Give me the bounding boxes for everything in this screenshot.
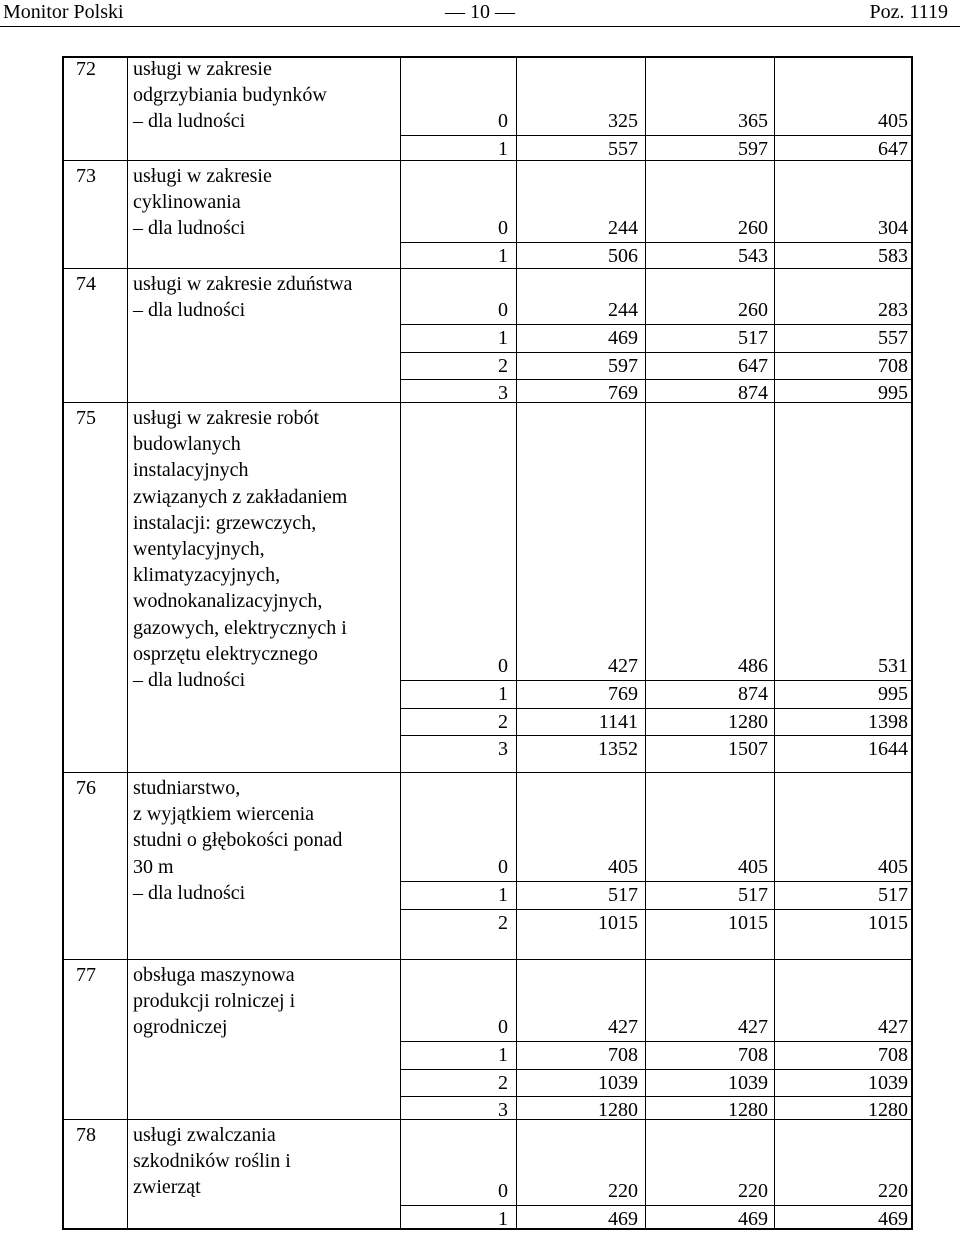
group-cell: 0 [498,299,508,321]
group-cell: 3 [498,738,508,761]
rate-value-cell: 427 [738,1016,768,1038]
header-rule [0,26,960,27]
group-cell: 2 [498,354,508,377]
rate-value-cell: 583 [878,245,908,268]
column-rule-number [127,56,128,1230]
rate-value-cell: 1352 [598,738,638,761]
rate-subrow [401,242,912,269]
rate-value-cell: 405 [878,110,908,132]
rate-value-cell: 469 [608,1208,638,1231]
rate-value-cell: 517 [608,884,638,907]
item-number: 73 [76,165,96,187]
rate-value-cell: 1644 [868,738,908,761]
rate-subrow [401,680,912,707]
rate-value-cell: 1039 [598,1071,638,1094]
rate-value-cell: 220 [738,1180,768,1202]
row-separator [63,402,912,403]
row-separator [63,959,912,960]
rate-value-cell: 1280 [868,1099,908,1122]
rate-value-cell: 769 [608,382,638,405]
group-cell: 2 [498,911,508,934]
group-cell: 1 [498,138,508,161]
rate-subrow [401,1205,912,1232]
rate-value-cell: 1141 [598,710,638,733]
page-header [0,0,960,26]
group-cell: 0 [498,1180,508,1202]
group-cell: 3 [498,1099,508,1122]
rate-value-cell: 874 [738,683,768,706]
item-number: 77 [76,964,96,986]
rate-value-cell: 244 [608,299,638,321]
column-rule-group [516,56,517,1230]
rate-value-cell: 708 [608,1044,638,1067]
rate-value-cell: 427 [608,1016,638,1038]
rate-value-cell: 220 [608,1180,638,1202]
rate-value-cell: 995 [878,382,908,405]
rate-value-cell: 531 [878,655,908,677]
rate-value-cell: 1039 [728,1071,768,1094]
rate-subrow [401,324,912,351]
rate-value-cell: 1280 [728,710,768,733]
item-description: usługi w zakresie robót budowlanych instalacyjnych związanych z zakładaniem instalacji: grzewczych, wentylacyjnych, klimatyzacyjnych, wodnokanalizacyjnych, gazowych, elektrycznych i osprzętu elektrycznego – dla ludności [133,407,348,692]
row-separator [63,1119,912,1120]
group-cell: 3 [498,382,508,405]
rate-value-cell: 874 [738,382,768,405]
rate-value-cell: 708 [878,354,908,377]
item-description: usługi w zakresie cyklinowania – dla ludności [133,165,272,240]
rate-value-cell: 517 [738,884,768,907]
rate-subrow [401,909,912,936]
rate-value-cell: 405 [738,856,768,878]
rate-value-cell: 469 [878,1208,908,1231]
group-cell: 0 [498,110,508,132]
item-description: usługi zwalczania szkodników roślin i zwierząt [133,1124,291,1199]
rate-value-cell: 405 [878,856,908,878]
rate-value-cell: 506 [608,245,638,268]
rate-subrow [401,1178,912,1205]
item-number: 74 [76,273,96,295]
rate-value-cell: 486 [738,655,768,677]
item-description: usługi w zakresie odgrzybiania budynków – dla ludności [133,58,327,133]
rate-value-cell: 517 [878,884,908,907]
rate-value-cell: 1015 [598,911,638,934]
rate-value-cell: 517 [738,327,768,350]
row-separator [63,160,912,161]
rate-value-cell: 1280 [598,1099,638,1122]
group-cell: 2 [498,710,508,733]
rate-subrow [401,215,912,242]
group-cell: 0 [498,217,508,239]
rate-value-cell: 283 [878,299,908,321]
rate-subrow [401,653,912,680]
rate-value-cell: 260 [738,217,768,239]
rate-value-cell: 427 [878,1016,908,1038]
rate-value-cell: 543 [738,245,768,268]
rate-value-cell: 427 [608,655,638,677]
rate-value-cell: 469 [608,327,638,350]
item-number: 76 [76,777,96,799]
rate-value-cell: 1039 [868,1071,908,1094]
rate-subrow [401,1069,912,1096]
rate-subrow [401,108,912,135]
group-cell: 0 [498,1016,508,1038]
rate-value-cell: 995 [878,683,908,706]
page-number: — 10 — [445,1,515,23]
rate-value-cell: 597 [608,354,638,377]
group-cell: 0 [498,655,508,677]
item-description: usługi w zakresie zduństwa – dla ludności [133,273,353,322]
rate-value-cell: 647 [878,138,908,161]
rate-value-cell: 708 [878,1044,908,1067]
rate-subrow [401,135,912,162]
rate-subrow [401,297,912,324]
column-rule-v2 [774,56,775,1230]
column-rule-desc [400,56,401,1230]
rate-subrow [401,735,912,762]
rate-value-cell: 260 [738,299,768,321]
group-cell: 2 [498,1071,508,1094]
group-cell: 1 [498,884,508,907]
rate-value-cell: 325 [608,110,638,132]
rate-subrow [401,1014,912,1041]
rate-subrow [401,854,912,881]
row-separator [63,268,912,269]
rate-subrow [401,708,912,735]
rate-value-cell: 597 [738,138,768,161]
rate-value-cell: 469 [738,1208,768,1231]
item-number: 75 [76,407,96,429]
position-number: Poz. 1119 [869,1,948,23]
item-description: obsługa maszynowa produkcji rolniczej i ogrodniczej [133,964,296,1039]
item-description: studniarstwo, z wyjątkiem wiercenia studni o głębokości ponad 30 m – dla ludności [133,777,343,904]
rate-value-cell: 647 [738,354,768,377]
row-separator [63,772,912,773]
rate-value-cell: 220 [878,1180,908,1202]
group-cell: 1 [498,683,508,706]
rate-subrow [401,881,912,908]
rate-value-cell: 405 [608,856,638,878]
group-cell: 0 [498,856,508,878]
rate-value-cell: 244 [608,217,638,239]
column-rule-v1 [645,56,646,1230]
item-number: 72 [76,58,96,80]
rate-value-cell: 1280 [728,1099,768,1122]
rate-value-cell: 557 [608,138,638,161]
rate-value-cell: 1015 [728,911,768,934]
rate-value-cell: 769 [608,683,638,706]
group-cell: 1 [498,327,508,350]
group-cell: 1 [498,245,508,268]
rate-value-cell: 304 [878,217,908,239]
rate-value-cell: 708 [738,1044,768,1067]
rate-value-cell: 1507 [728,738,768,761]
rate-value-cell: 557 [878,327,908,350]
publication-name: Monitor Polski [3,1,124,23]
group-cell: 1 [498,1044,508,1067]
rate-subrow [401,1041,912,1068]
rate-value-cell: 1398 [868,710,908,733]
rate-value-cell: 365 [738,110,768,132]
rate-subrow [401,352,912,379]
rate-value-cell: 1015 [868,911,908,934]
group-cell: 1 [498,1208,508,1231]
item-number: 78 [76,1124,96,1146]
